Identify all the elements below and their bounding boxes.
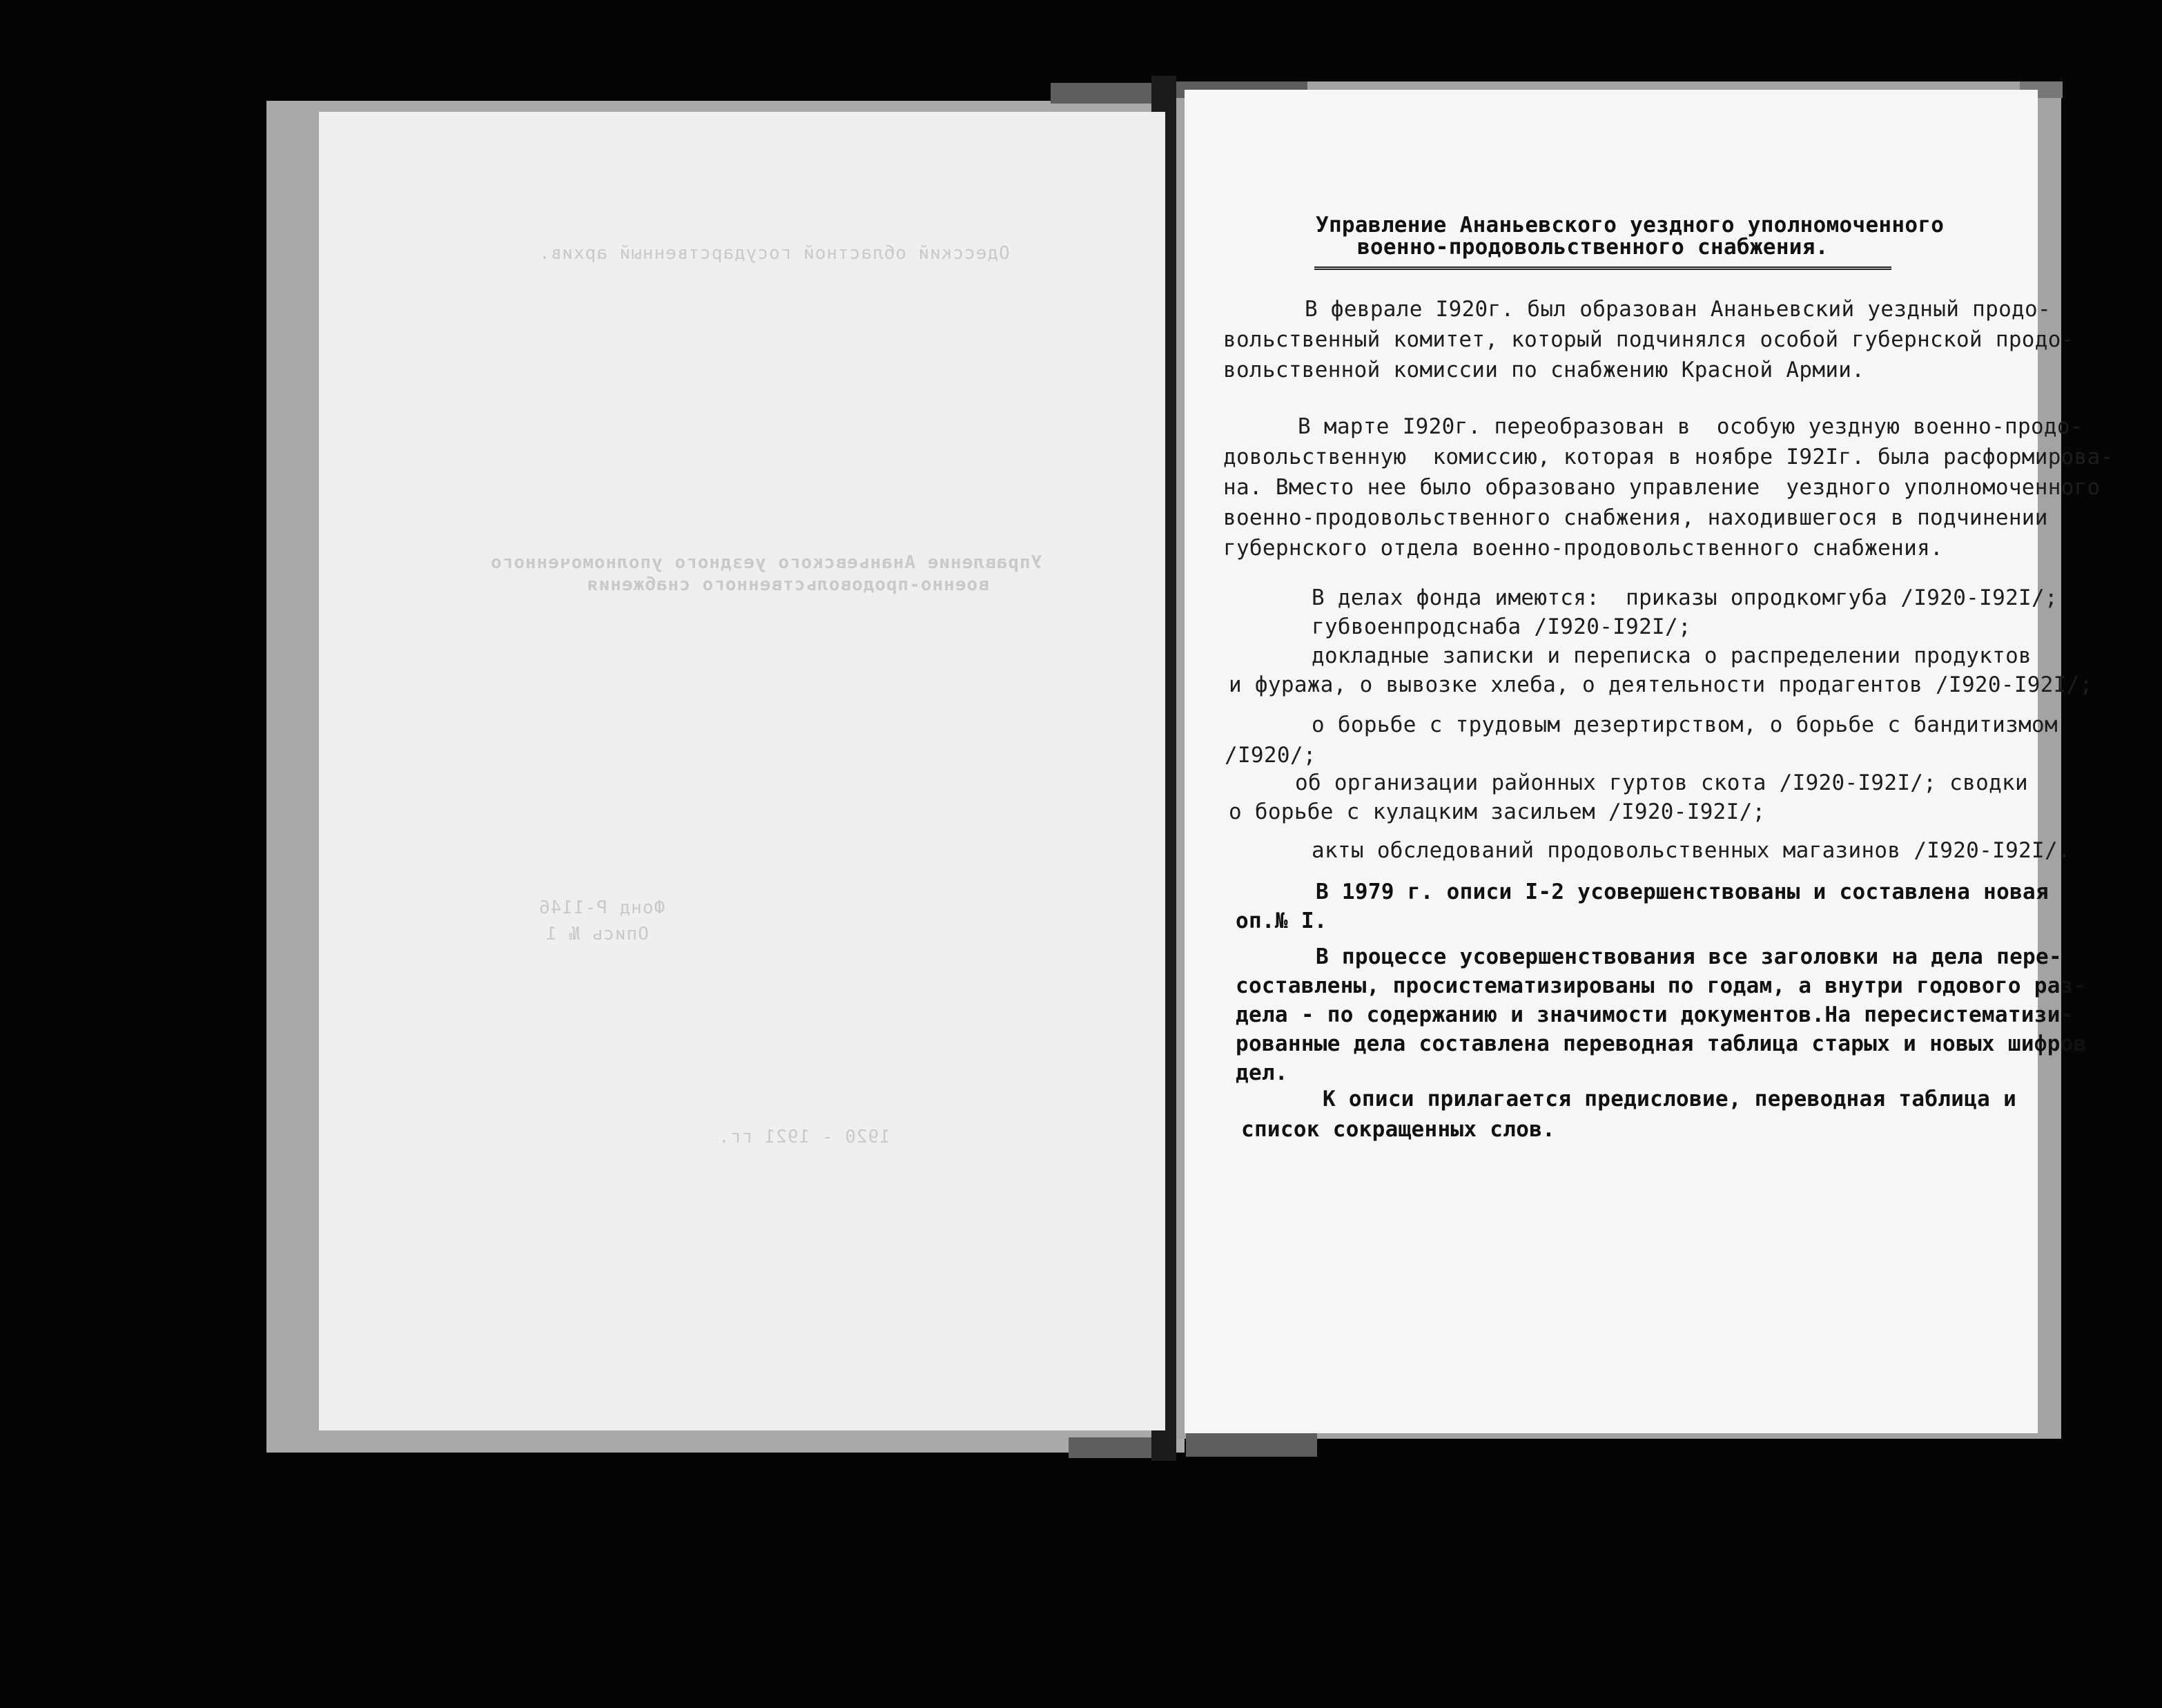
text-line: В процессе усовершенствования все заголовки на дела пере- — [1316, 944, 2062, 969]
text-line: довольственную комиссию, которая в ноябре I92Iг. была расформирова- — [1223, 445, 2114, 469]
heading-line: военно-продовольственного снабжения. — [1357, 235, 1829, 260]
cover-tab — [1051, 83, 1158, 104]
text-line: дел. — [1236, 1060, 1288, 1085]
text-line: В делах фонда имеются: приказы опродкомгуба /I920-I92I/; — [1312, 585, 2058, 610]
text-line: губернского отдела военно-продовольственного снабжения. — [1223, 536, 1943, 561]
left-page — [319, 112, 1165, 1430]
text-line: вольственный комитет, который подчинялся особой губернской продо- — [1223, 327, 2074, 352]
text-line: губвоенпродснаба /I920-I92I/; — [1312, 614, 1691, 639]
text-line: список сокращенных слов. — [1241, 1117, 1556, 1142]
text-line: рованные дела составлена переводная таблица старых и новых шифров — [1236, 1031, 2087, 1056]
cover-tab — [1186, 1433, 1317, 1457]
text-line: докладные записки и переписка о распределении продуктов — [1312, 643, 2032, 668]
text-line: В марте I920г. переобразован в особую уездную военно-продо- — [1298, 414, 2083, 439]
text-line: о борьбе с трудовым дезертирством, о борьбе с бандитизмом — [1312, 712, 2058, 737]
text-line: /I920/; — [1225, 743, 1316, 768]
ghost-text-line: 1920 - 1921 гг. — [718, 1127, 890, 1147]
text-line: об организации районных гуртов скота /I920-I92I/; сводки — [1295, 770, 2028, 795]
text-line: дела - по содержанию и значимости документов.На пересистематизи- — [1236, 1002, 2074, 1027]
ghost-text-line: Опись № 1 — [545, 924, 649, 944]
text-line: о борьбе с кулацким засильем /I920-I92I/; — [1229, 799, 1766, 824]
text-line: акты обследований продовольственных магазинов /I920-I92I/. — [1312, 838, 2071, 863]
text-line: на. Вместо нее было образовано управление уездного уполномоченного — [1223, 475, 2101, 500]
text-line: вольственной комиссии по снабжению Красной Армии. — [1223, 358, 1865, 382]
ghost-text-line: Управление Ананьевского уездного уполномоченного — [490, 552, 1042, 573]
text-line: военно-продовольственного снабжения, находившегося в подчинении — [1223, 505, 2048, 530]
text-line: В феврале I920г. был образован Ананьевский уездный продо- — [1305, 297, 2051, 322]
text-line: К описи прилагается предисловие, переводная таблица и — [1323, 1087, 2017, 1112]
text-line: В 1979 г. описи I-2 усовершенствованы и составлена новая — [1316, 880, 2049, 904]
heading-underline — [1314, 260, 1891, 270]
ghost-text-line: военно-продовольственного снабжения — [587, 574, 989, 595]
ghost-text-line: Одесский областной государственный архив. — [538, 243, 1010, 264]
text-line: составлены, просистематизированы по годам, а внутри годового раз- — [1236, 973, 2087, 998]
ghost-text-line: Фонд Р-1146 — [538, 897, 665, 918]
text-line: оп.№ I. — [1236, 909, 1327, 933]
heading-line: Управление Ананьевского уездного уполномоченного — [1316, 213, 1945, 237]
text-line: и фуража, о вывозке хлеба, о деятельности продагентов /I920-I92I/; — [1229, 672, 2093, 697]
